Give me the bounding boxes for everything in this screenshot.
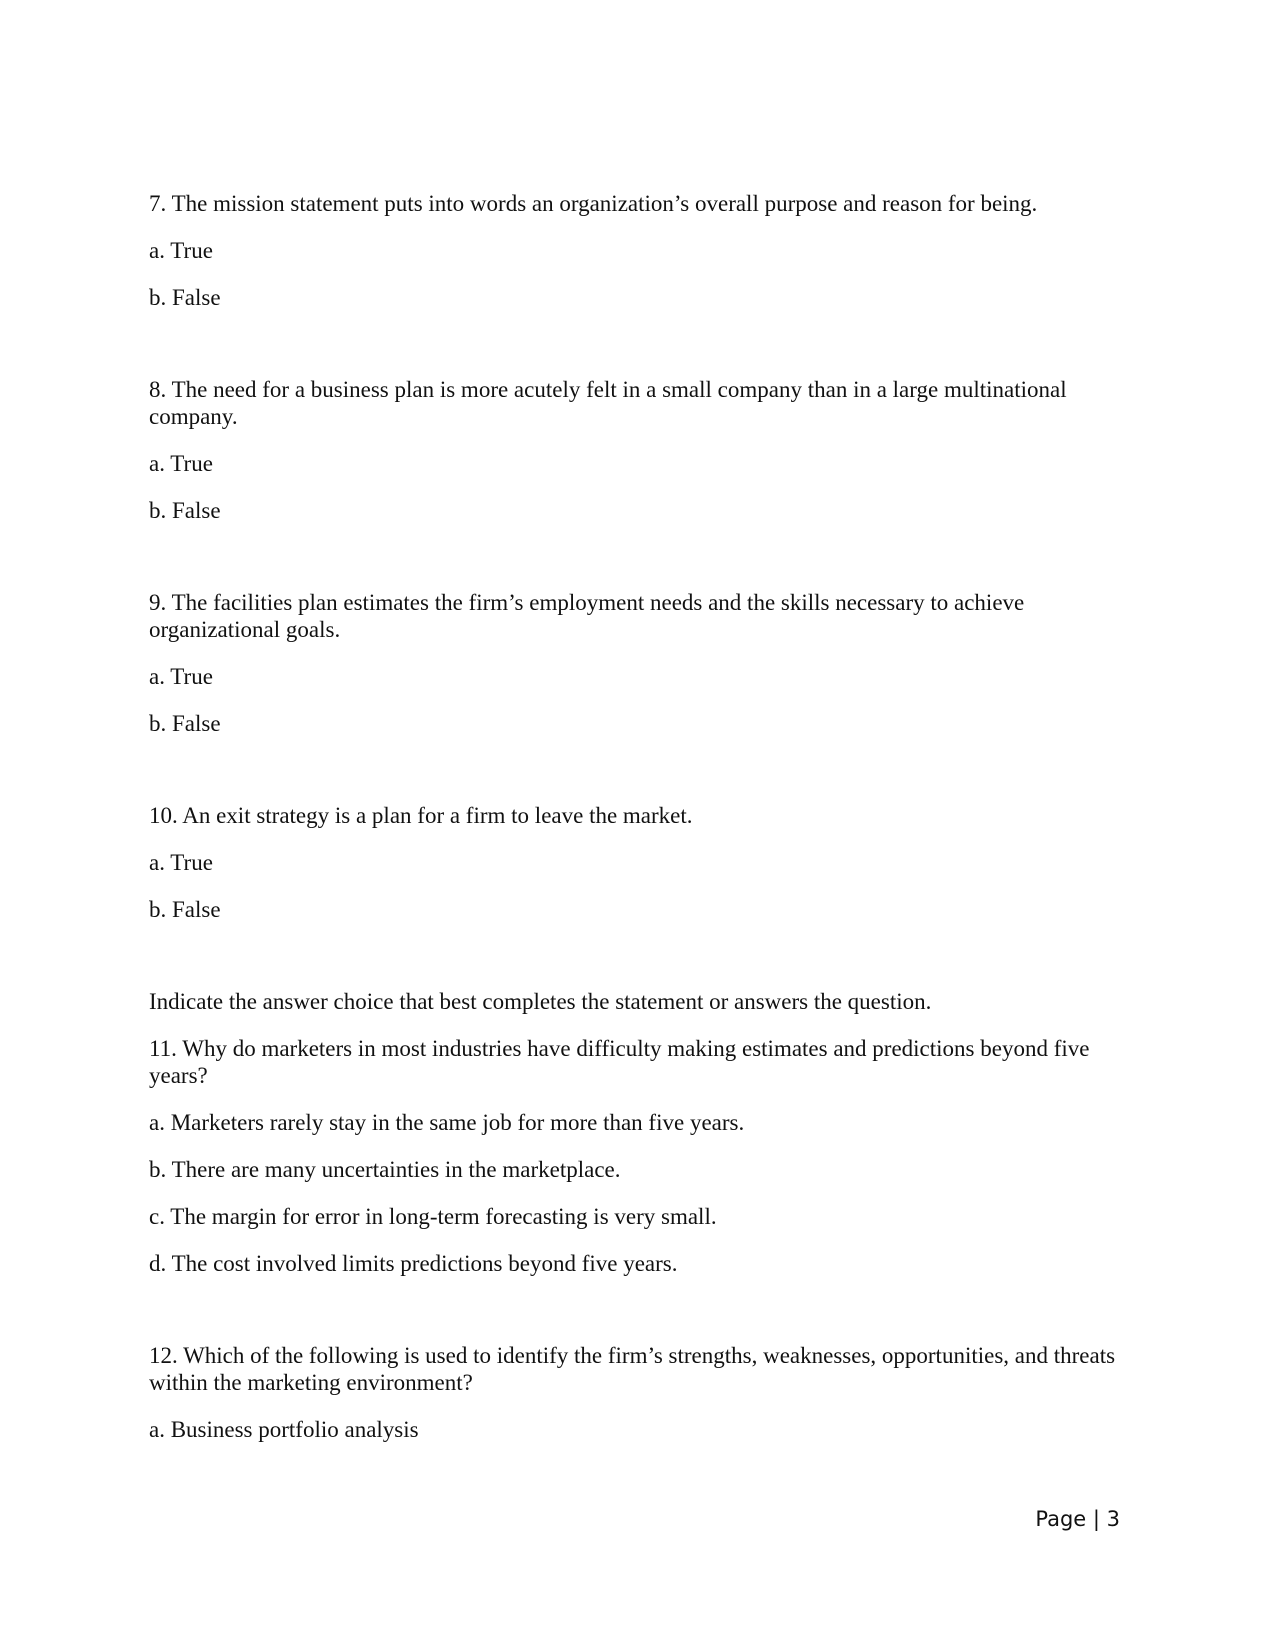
option-a: a. True	[149, 451, 213, 476]
question-9	[149, 589, 1119, 737]
option-a: a. True	[149, 238, 213, 263]
question-12	[149, 1342, 1119, 1443]
option-b: b. There are many uncertainties in the marketplace.	[149, 1157, 621, 1182]
option-c: c. The margin for error in long-term forecasting is very small.	[149, 1204, 717, 1229]
question-8	[149, 376, 1119, 524]
spacer	[149, 331, 1119, 376]
option-b: b. False	[149, 897, 221, 922]
option-d: d. The cost involved limits predictions beyond five years.	[149, 1251, 678, 1276]
question-text: 9. The facilities plan estimates the firm’s employment needs and the skills necessary to achieve organizational goals.	[149, 590, 1025, 642]
spacer	[149, 1297, 1119, 1342]
question-text: 12. Which of the following is used to identify the firm’s strengths, weaknesses, opportunities, and threats within the marketing environment?	[149, 1343, 1116, 1395]
option-a: a. True	[149, 850, 213, 875]
question-text: 11. Why do marketers in most industries have difficulty making estimates and predictions beyond five years?	[149, 1036, 1090, 1088]
spacer	[149, 544, 1119, 589]
page-number: Page | 3	[1035, 1507, 1120, 1531]
question-11	[149, 1035, 1119, 1277]
option-a: a. Marketers rarely stay in the same job for more than five years.	[149, 1110, 745, 1135]
option-b: b. False	[149, 285, 221, 310]
page-content	[149, 190, 1119, 1463]
option-b: b. False	[149, 498, 221, 523]
option-a: a. True	[149, 664, 213, 689]
question-10	[149, 802, 1119, 923]
spacer	[149, 943, 1119, 988]
question-text: 10. An exit strategy is a plan for a firm to leave the market.	[149, 803, 693, 828]
option-b: b. False	[149, 711, 221, 736]
spacer	[149, 757, 1119, 802]
question-text: 8. The need for a business plan is more acutely felt in a small company than in a large multinational company.	[149, 377, 1067, 429]
question-text: 7. The mission statement puts into words an organization’s overall purpose and reason for being.	[149, 191, 1038, 216]
section-instruction: Indicate the answer choice that best completes the statement or answers the question.	[149, 989, 932, 1014]
question-7	[149, 190, 1119, 311]
option-a: a. Business portfolio analysis	[149, 1417, 419, 1442]
